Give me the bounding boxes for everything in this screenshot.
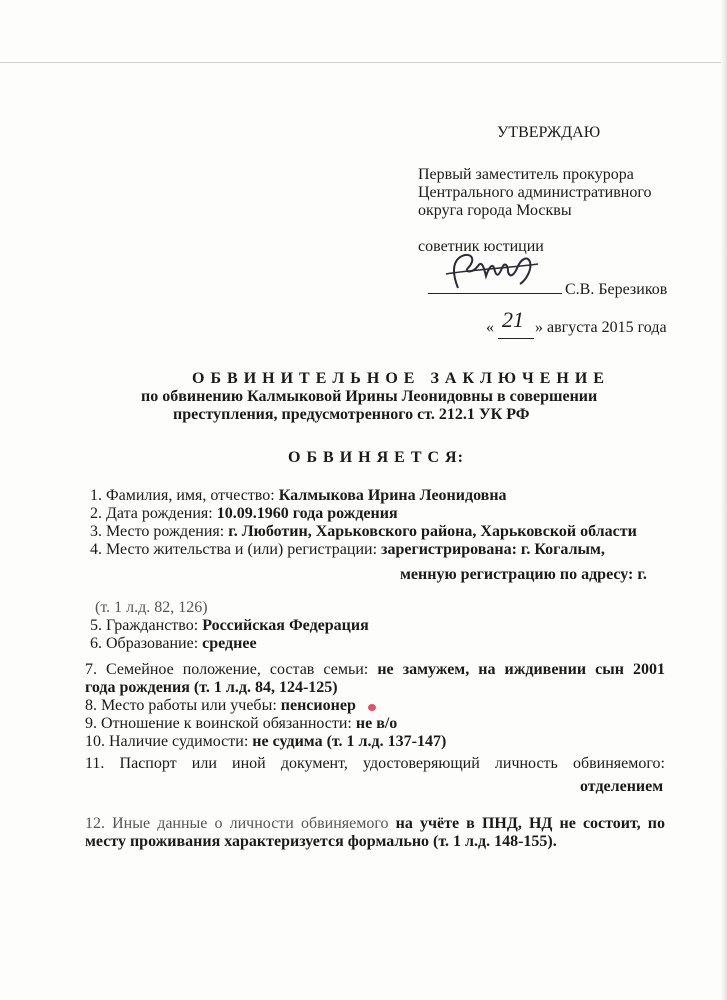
item-5-value: Российская Федерация — [202, 617, 369, 634]
item-3 — [90, 523, 637, 541]
item-9-value: не в/о — [355, 715, 398, 732]
item-3-label: 3. Место рождения: — [90, 523, 229, 540]
item-10 — [85, 733, 446, 751]
item-4-label: 4. Место жительства и (или) регистрации: — [90, 541, 382, 558]
item-1-label: 1. Фамилия, имя, отчество: — [90, 487, 279, 504]
item-10-value: не судима (т. 1 л.д. 137-147) — [252, 733, 447, 750]
item-9 — [85, 715, 397, 733]
signature-line — [428, 293, 562, 294]
date-day-handwritten: 21 — [502, 307, 524, 332]
item-10-label: 10. Наличие судимости: — [85, 733, 253, 750]
signature-scribble — [428, 248, 563, 294]
scan-right-shadow — [721, 0, 727, 1000]
item-5 — [90, 617, 369, 635]
date-open-quote: « — [486, 319, 494, 336]
signatory-name: С.В. Березиков — [565, 281, 668, 298]
date-month-year: » августа 2015 года — [535, 319, 667, 336]
item-3-value: г. Люботин, Харьковского района, Харьковской области — [228, 523, 637, 540]
item-12 — [85, 815, 665, 833]
document-subtitle-line1: по обвинению Калмыковой Ирины Леонидовны в совершении — [141, 388, 598, 405]
item-11: 11. Паспорт или иной документ, удостоверяющий личность обвиняемого: — [85, 755, 665, 772]
accused-heading: О Б В И Н Я Е Т С Я: — [288, 449, 464, 466]
item-8-label: 8. Место работы или учебы: — [85, 697, 281, 714]
item-7-value: не замужем, на иждивении сын 2001 — [377, 661, 666, 678]
approval-rank: советник юстиции — [418, 238, 544, 255]
item-6-value: среднее — [202, 635, 257, 652]
date-day-underline — [498, 338, 534, 339]
approval-title: УТВЕРЖДАЮ — [497, 124, 601, 141]
item-2 — [90, 505, 398, 523]
item-6 — [90, 635, 257, 653]
item-11-continuation: отделением — [580, 778, 664, 795]
item-12-value: на учёте в ПНД, НД не состоит, по — [395, 815, 666, 832]
item-4-continuation: менную регистрацию по адресу: г. — [400, 566, 647, 583]
item-8 — [85, 697, 356, 715]
item-2-label: 2. Дата рождения: — [90, 505, 217, 522]
item-12-continuation: месту проживания характеризуется формально (т. 1 л.д. 148-155). — [85, 833, 557, 850]
approval-position-line1: Первый заместитель прокурора — [418, 166, 634, 183]
scan-edge-line — [0, 62, 727, 63]
approval-position-line2: Центрального административного — [418, 184, 652, 201]
item-4 — [90, 541, 605, 559]
item-7-label: 7. Семейное положение, состав семьи: — [85, 661, 378, 678]
document-title: О Б В И Н И Т Е Л Ь Н О Е З А К Л Ю Ч Е Н И Е — [192, 370, 605, 387]
approval-position-line3: округа города Москвы — [418, 202, 572, 219]
item-7 — [85, 661, 665, 679]
red-ink-mark — [368, 704, 376, 711]
document-subtitle-line2: преступления, предусмотренного ст. 212.1 УК РФ — [173, 406, 530, 423]
item-7-continuation: года рождения (т. 1 л.д. 84, 124-125) — [85, 679, 338, 696]
item-2-value: 10.09.1960 года рождения — [216, 505, 398, 522]
item-6-label: 6. Образование: — [90, 635, 203, 652]
item-4-value: зарегистрирована: г. Когалым, — [381, 541, 605, 558]
item-8-value: пенсионер — [280, 697, 356, 714]
item-12-label: 12. Иные данные о личности обвиняемого — [85, 815, 396, 832]
item-1 — [90, 487, 507, 505]
item-9-label: 9. Отношение к воинской обязанности: — [85, 715, 356, 732]
item-1-value: Калмыкова Ирина Леонидовна — [278, 487, 507, 504]
item-5-label: 5. Гражданство: — [90, 617, 203, 634]
item-4-reference: (т. 1 л.д. 82, 126) — [95, 599, 208, 616]
